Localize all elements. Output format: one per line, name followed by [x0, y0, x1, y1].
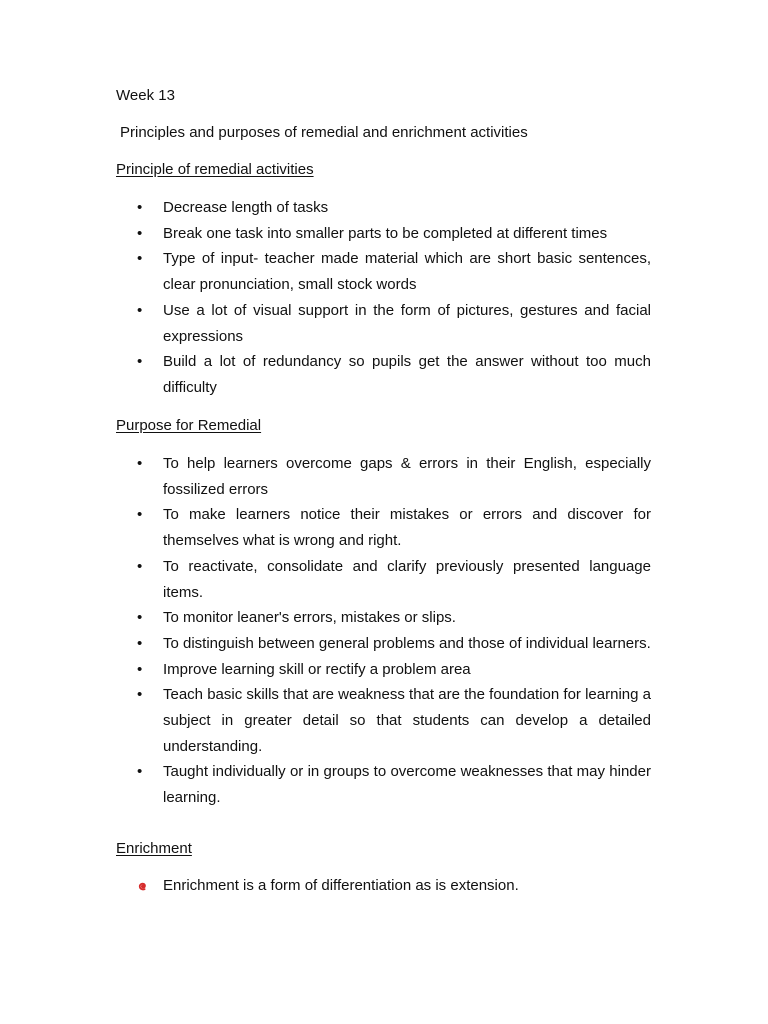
page-title: Principles and purposes of remedial and enrichment activities	[120, 124, 528, 141]
list-item: • Improve learning skill or rectify a problem area	[0, 657, 651, 683]
list-item: • Type of input- teacher made material which are short basic sentences, clear pronunciation, small stock words	[0, 246, 651, 297]
list-item: • To reactivate, consolidate and clarify previously presented language items.	[0, 554, 651, 605]
list-item: • Teach basic skills that are weakness that are the foundation for learning a subject in greater detail so that students can develop a detailed understanding.	[0, 682, 651, 759]
enrichment-heading: Enrichment	[116, 840, 192, 857]
list-item: • Use a lot of visual support in the form of pictures, gestures and facial expressions	[0, 298, 651, 349]
spiral-bullet-icon	[136, 879, 150, 893]
week-label: Week 13	[116, 87, 175, 104]
list-item: • Decrease length of tasks	[0, 195, 651, 221]
list-item: • Build a lot of redundancy so pupils get the answer without too much difficulty	[0, 349, 651, 400]
list-item: • Break one task into smaller parts to be completed at different times	[0, 221, 651, 247]
list-item: • Taught individually or in groups to overcome weaknesses that may hinder learning.	[0, 759, 651, 810]
remedial-purpose-list	[0, 451, 768, 811]
list-item: • To distinguish between general problems and those of individual learners.	[0, 631, 651, 657]
enrichment-item-text: Enrichment is a form of differentiation as is extension.	[163, 877, 519, 894]
remedial-principles-heading: Principle of remedial activities	[116, 161, 314, 178]
remedial-purpose-heading: Purpose for Remedial	[116, 417, 262, 434]
list-item: • To make learners notice their mistakes or errors and discover for themselves what is wrong and right.	[0, 502, 651, 553]
list-item: • To help learners overcome gaps & errors in their English, especially fossilized errors	[0, 451, 651, 502]
remedial-principles-list	[0, 195, 768, 401]
list-item: • To monitor leaner's errors, mistakes or slips.	[0, 605, 651, 631]
